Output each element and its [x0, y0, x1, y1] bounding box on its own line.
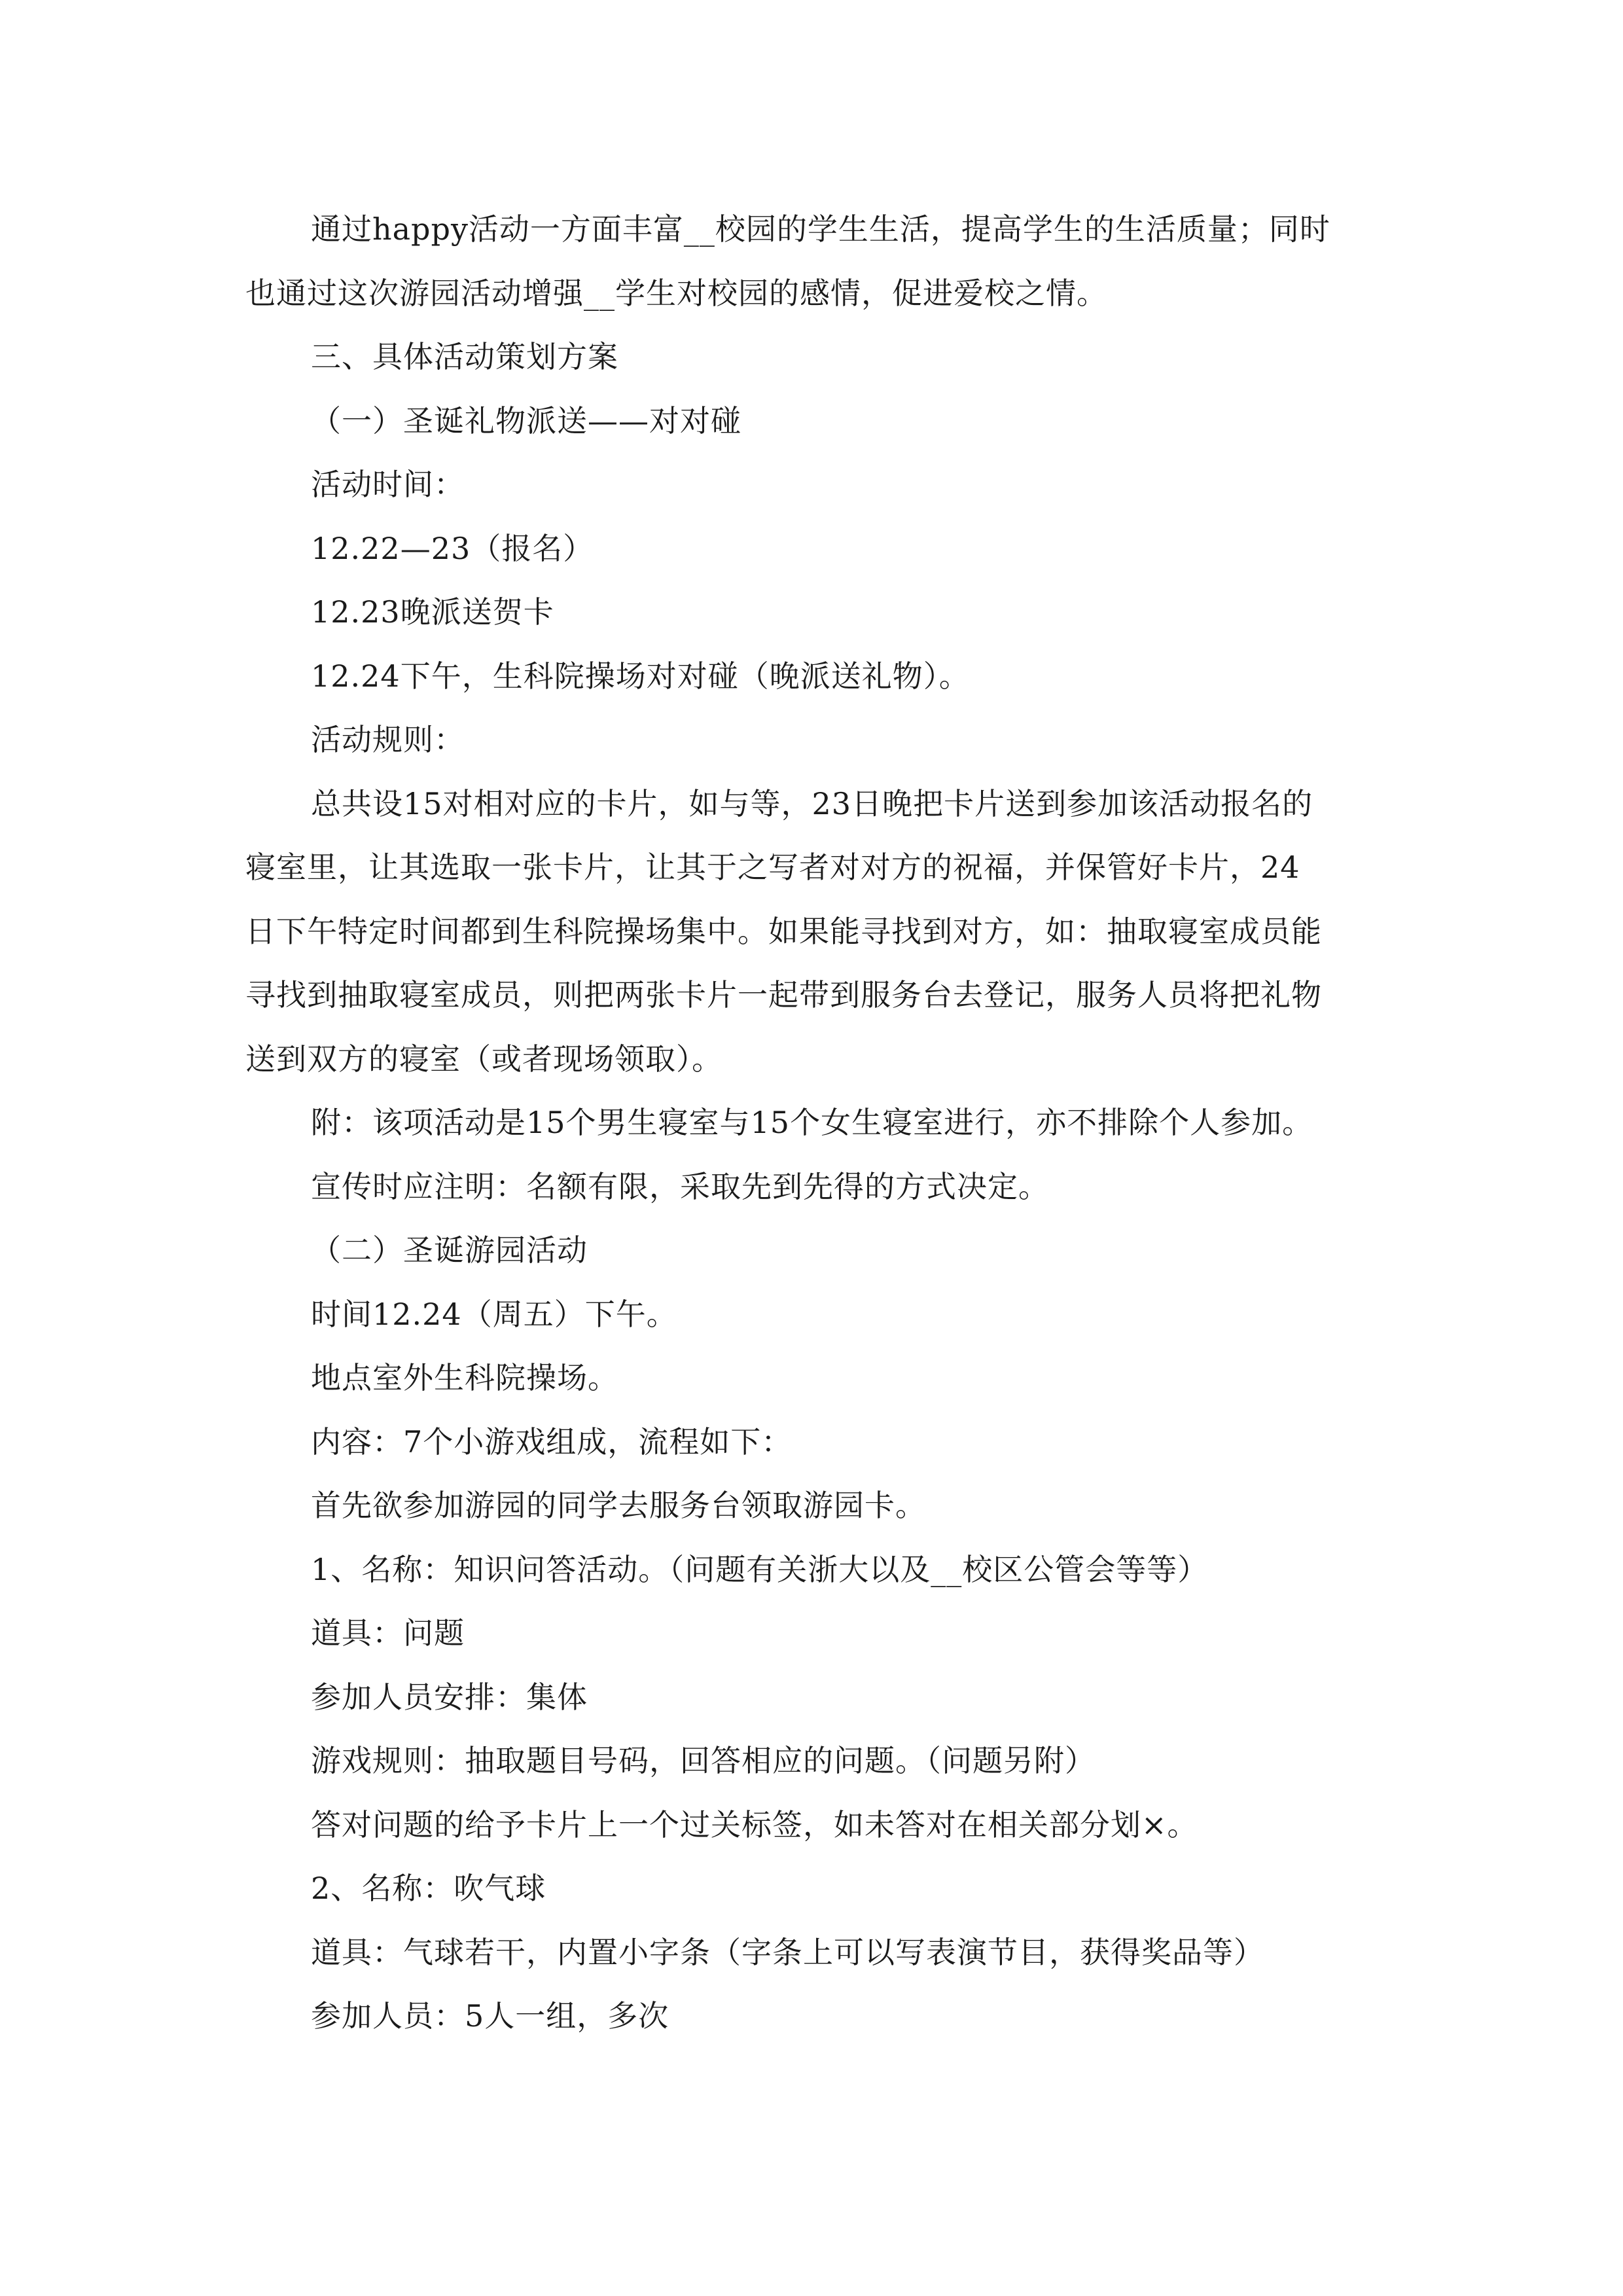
text-line: 首先欲参加游园的同学去服务台领取游园卡。 — [311, 1488, 926, 1523]
text-line: 三、具体活动策划方案 — [311, 339, 618, 374]
text-line: 答对问题的给予卡片上一个过关标签，如未答对在相关部分划×。 — [311, 1806, 1198, 1842]
text-line: 通过happy活动一方面丰富__校园的学生生活，提高学生的生活质量；同时 — [311, 211, 1330, 247]
text-line: （二）圣诞游园活动 — [311, 1232, 588, 1268]
text-line: （一）圣诞礼物派送——对对碰 — [311, 403, 741, 439]
text-line: 时间12.24（周五）下午。 — [311, 1296, 677, 1332]
text-line: 也通过这次游园活动增强__学生对校园的感情，促进爱校之情。 — [245, 275, 1107, 311]
document-body — [245, 198, 1384, 2049]
text-line: 12.23晚派送贺卡 — [311, 594, 554, 630]
text-line: 地点室外生科院操场。 — [311, 1360, 618, 1395]
text-line: 送到双方的寝室（或者现场领取）。 — [245, 1041, 722, 1077]
text-line: 活动时间： — [311, 467, 465, 502]
text-line: 寻找到抽取寝室成员，则把两张卡片一起带到服务台去登记，服务人员将把礼物 — [245, 977, 1322, 1013]
text-line: 12.24下午，生科院操场对对碰（晚派送礼物）。 — [311, 658, 970, 694]
text-line: 宣传时应注明：名额有限，采取先到先得的方式决定。 — [311, 1168, 1049, 1204]
text-line: 总共设15对相对应的卡片，如与等，23日晚把卡片送到参加该活动报名的 — [311, 785, 1313, 821]
text-line: 道具：气球若干，内置小字条（字条上可以写表演节目，获得奖品等） — [311, 1934, 1264, 1970]
text-line: 参加人员：5人一组，多次 — [311, 1998, 669, 2034]
text-line: 活动规则： — [311, 722, 465, 757]
text-line: 道具：问题 — [311, 1615, 465, 1651]
text-line: 内容：7个小游戏组成，流程如下： — [311, 1424, 793, 1460]
text-line: 2、名称：吹气球 — [311, 1871, 546, 1906]
text-line: 参加人员安排：集体 — [311, 1679, 588, 1715]
text-line: 寝室里，让其选取一张卡片，让其于之写者对对方的祝福，并保管好卡片，24 — [245, 850, 1300, 885]
text-line: 游戏规则：抽取题目号码，回答相应的问题。（问题另附） — [311, 1743, 1096, 1778]
text-line: 日下午特定时间都到生科院操场集中。如果能寻找到对方，如：抽取寝室成员能 — [245, 913, 1322, 949]
text-line: 附：该项活动是15个男生寝室与15个女生寝室进行，亦不排除个人参加。 — [311, 1105, 1313, 1140]
text-line: 12.22—23（报名） — [311, 530, 594, 566]
text-line: 1、名称：知识问答活动。（问题有关浙大以及__校区公管会等等） — [311, 1551, 1209, 1587]
